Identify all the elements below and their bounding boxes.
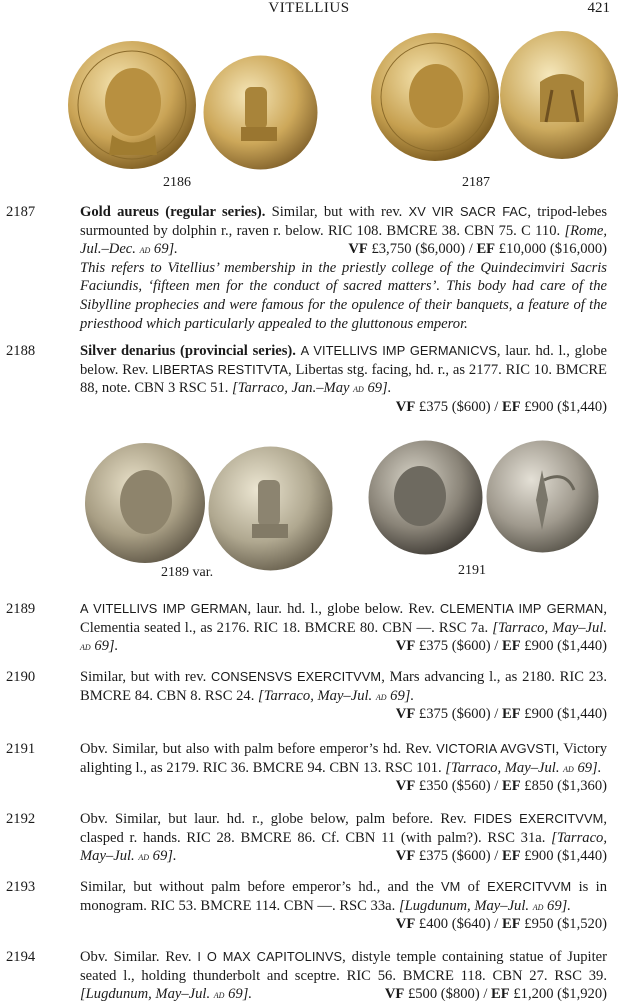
figure-caption: 2189 var. — [161, 565, 214, 580]
entry-title: Silver denarius (provincial series). — [80, 343, 296, 359]
entry-number: 2190 — [6, 669, 36, 685]
legend-text: A VITELLIVS IMP GERMANICVS — [300, 343, 497, 358]
figure-caption: 2191 — [458, 563, 486, 578]
coin-reverse-2186 — [203, 55, 318, 170]
price-line: VF £350 ($560) / EF £850 ($1,360) — [395, 778, 607, 795]
entry-text: Obv. Similar. Rev. I O MAX CAPITOLINVS, distyle temple containing statue of Jupiter seated l., holding thunderbolt and sceptre. RIC 56. BMCRE 118. CBN 27. RSC 39. [Lugdunum, May–Jul. ad 69]. VF £500 ($800) / EF £1,200 ($1,920) — [80, 949, 607, 1003]
entry-number: 2188 — [6, 343, 36, 359]
page-header — [0, 0, 618, 22]
coin-obverse-2189 — [84, 442, 206, 564]
legend-text: VICTORIA AVGVSTI — [436, 741, 556, 756]
legend-text: A VITELLIVS IMP GERMAN — [80, 601, 248, 616]
price-line: VF £375 ($600) / EF £900 ($1,440) — [395, 398, 607, 415]
legend-text: I O MAX CAPITOLINVS — [197, 949, 343, 964]
entry-number: 2192 — [6, 811, 36, 827]
legend-text: FIDES EXERCITVVM — [473, 811, 604, 826]
coin-reverse-2187 — [500, 30, 618, 160]
entry-text: A VITELLIVS IMP GERMAN, laur. hd. l., globe below. Rev. CLEMENTIA IMP GERMAN, Clementia seated l., as 2176. RIC 18. BMCRE 80. CBN —. RSC 7a. [Tarraco, May–Jul. ad 69]. VF £375 ($600) / EF £900 ($1,440) — [80, 601, 607, 655]
page-number: 421 — [587, 0, 610, 16]
legend-text: XV VIR SACR FAC — [408, 204, 528, 219]
entry-number: 2187 — [6, 204, 36, 220]
coin-reverse-2189 — [208, 446, 333, 571]
legend-text: LIBERTAS RESTITVTA — [152, 361, 288, 377]
entry-number: 2191 — [6, 741, 36, 757]
mint-reference: [Lugdunum, May–Jul. ad 69]. — [398, 897, 571, 914]
running-title: VITELLIUS — [268, 0, 350, 16]
entry-text: Silver denarius (provincial series). A VITELLIVS IMP GERMANICVS, laur. hd. l., globe below. Rev. LIBERTAS RESTITVTA, Libertas stg. facing, hd. r., as 2177. RIC 10. BMCRE 88, note. CBN 3 RSC 51. [Tarraco, Jan.–May ad 69]. VF £375 ($600) / EF £900 ($1,440) — [80, 343, 607, 415]
legend-text: CONSENSVS EXERCITVVM — [210, 669, 382, 684]
coin-obverse-2187 — [370, 32, 500, 162]
entry-number: 2193 — [6, 879, 36, 895]
mint-reference: [Tarraco, May–Jul. ad 69]. — [80, 829, 607, 865]
mint-reference: [Tarraco, Jan.–May ad 69]. — [232, 380, 392, 397]
figure-caption: 2187 — [462, 175, 490, 190]
mint-reference: [Rome, Jul.–Dec. ad 69]. — [80, 222, 607, 258]
price-line: VF £375 ($600) / EF £900 ($1,440) — [395, 638, 607, 655]
entry-text: Obv. Similar, but also with palm before emperor’s hd. Rev. VICTORIA AVGVSTI, Victory alighting l., as 2179. RIC 36. BMCRE 94. CBN 13. RSC 101. [Tarraco, May–Jul. ad 69]. VF £350 ($560) / EF £850 ($1,360) — [80, 741, 607, 795]
entry-title: Gold aureus (regular series). — [80, 204, 266, 220]
entry-text: Gold aureus (regular series). Similar, but with rev. XV VIR SACR FAC, tripod-lebes surmounted by dolphin r., raven r. below. RIC 108. BMCRE 38. CBN 75. C 110. [Rome, Jul.–Dec. ad 69]. VF £3,750 ($6,000) / EF £10,000 ($16,000) This refers to Vitellius’ membership in the priestly college of the Quindecimviri Sacris Faciundis, ‘fifteen men for the conduct of sacred matters’. This body had care of the Sibylline prophecies and were famous for the opulence of their banquets, a feature of the priesthood which particularly appealed to the gluttonous emperor. — [80, 204, 607, 332]
entry-number: 2189 — [6, 601, 36, 617]
mint-reference: [Tarraco, May–Jul. ad 69]. — [80, 619, 607, 655]
price-line: VF £375 ($600) / EF £900 ($1,440) — [395, 706, 607, 723]
mint-reference: [Tarraco, May–Jul. ad 69]. — [445, 759, 602, 776]
entry-text: Similar, but without palm before emperor’s hd., and the VM of EXERCITVVM is in monogram. RIC 53. BMCRE 114. CBN —. RSC 33a. [Lugdunum, May–Jul. ad 69]. VF £400 ($640) / EF £950 ($1,520) — [80, 879, 607, 933]
entry-text: Obv. Similar, but laur. hd. r., globe below, palm before. Rev. FIDES EXERCITVVM, clasped r. hands. RIC 28. BMCRE 86. Cf. CBN 11 (with palm?). RSC 31a. [Tarraco, May–Jul. ad 69]. VF £375 ($600) / EF £900 ($1,440) — [80, 811, 607, 865]
legend-text: EXERCITVVM — [487, 879, 572, 894]
price-line: VF £400 ($640) / EF £950 ($1,520) — [395, 916, 607, 933]
mint-reference: [Tarraco, May–Jul. ad 69]. — [258, 687, 415, 704]
price-line: VF £500 ($800) / EF £1,200 ($1,920) — [384, 986, 607, 1003]
price-line: VF £3,750 ($6,000) / EF £10,000 ($16,000) — [348, 241, 607, 258]
entry-number: 2194 — [6, 949, 36, 965]
mint-reference: [Lugdunum, May–Jul. ad 69]. — [80, 986, 253, 1003]
coin-obverse-2186 — [67, 40, 197, 170]
legend-text: CLEMENTIA IMP GERMAN — [439, 601, 604, 616]
entry-text: Similar, but with rev. CONSENSVS EXERCITVVM, Mars advancing l., as 2180. RIC 23. BMCRE 84. CBN 8. RSC 24. [Tarraco, May–Jul. ad 69]. VF £375 ($600) / EF £900 ($1,440) — [80, 669, 607, 723]
price-line: VF £375 ($600) / EF £900 ($1,440) — [395, 848, 607, 865]
coin-reverse-2191 — [486, 440, 599, 553]
figure-caption: 2186 — [163, 175, 191, 190]
legend-text: VM — [440, 879, 461, 894]
coin-obverse-2191 — [368, 440, 483, 555]
entry-note: This refers to Vitellius’ membership in the priestly college of the Quindecimviri Sacris Faciundis, ‘fifteen men for the conduct of sacred matters’. This body had care of the Sibylline prophecies and were famous for the opulence of their banquets, a feature of the priesthood which particularly appealed to the gluttonous emperor. — [80, 259, 607, 332]
